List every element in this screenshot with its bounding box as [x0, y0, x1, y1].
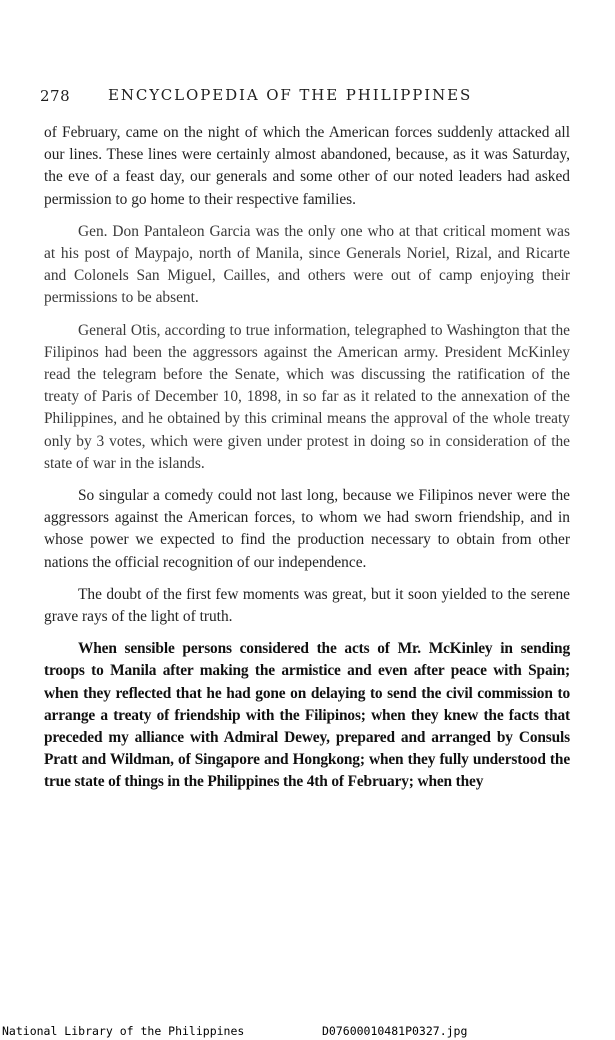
- scan-footer: [2, 1024, 613, 1038]
- footer-file-name: D07600010481P0327.jpg: [322, 1024, 468, 1038]
- paragraph-6: When sensible persons considered the acts of Mr. McKinley in sending troops to Manila after making the armistice and even after peace with Spain; when they reflected that he had gone on delaying to send the civil commission to arrange a treaty of friendship with the Filipinos; when they knew the facts that preceded my alliance with Admiral Dewey, prepared and arranged by Consuls Pratt and Wildman, of Singapore and Hongkong; when they fully understood the true state of things in the Philippines the 4th of February; when they: [44, 640, 570, 791]
- footer-source: National Library of the Philippines: [2, 1024, 245, 1038]
- body-text: [44, 122, 570, 804]
- paragraph-1: of February, came on the night of which the American forces suddenly attacked all our lines. These lines were certainly almost abandoned, because, as it was Saturday, the eve of a feast day, our generals and some other of our noted leaders had asked permission to go home to their respective families.: [44, 124, 570, 208]
- paragraph-3: General Otis, according to true information, telegraphed to Washington that the Filipinos had been the aggressors against the American army. President McKinley read the telegram before the Senate, which was discussing the ratification of the treaty of Paris of December 10, 1898, in so far as it related to the annexation of the Philippines, and he obtained by this criminal means the approval of the whole treaty only by 3 votes, which were given under protest in doing so in consideration of the state of war in the islands.: [44, 321, 570, 472]
- paragraph-4: So singular a comedy could not last long, because we Filipinos never were the aggressors against the American forces, to whom we had sworn friendship, and in whose power we expected to find the production necessary to obtain from other nations the official recognition of our independence.: [44, 487, 570, 571]
- running-head: [40, 82, 580, 108]
- page-number: 278: [40, 87, 71, 105]
- paragraph-5: The doubt of the first few moments was great, but it soon yielded to the serene grave rays of the light of truth.: [44, 585, 570, 626]
- running-title: ENCYCLOPEDIA OF THE PHILIPPINES: [108, 86, 473, 104]
- paragraph-2: Gen. Don Pantaleon Garcia was the only one who at that critical moment was at his post of Maypajo, north of Manila, since Generals Noriel, Rizal, and Ricarte and Colonels San Miguel, Cailles, and others were out of camp enjoying their permissions to be absent.: [44, 222, 570, 307]
